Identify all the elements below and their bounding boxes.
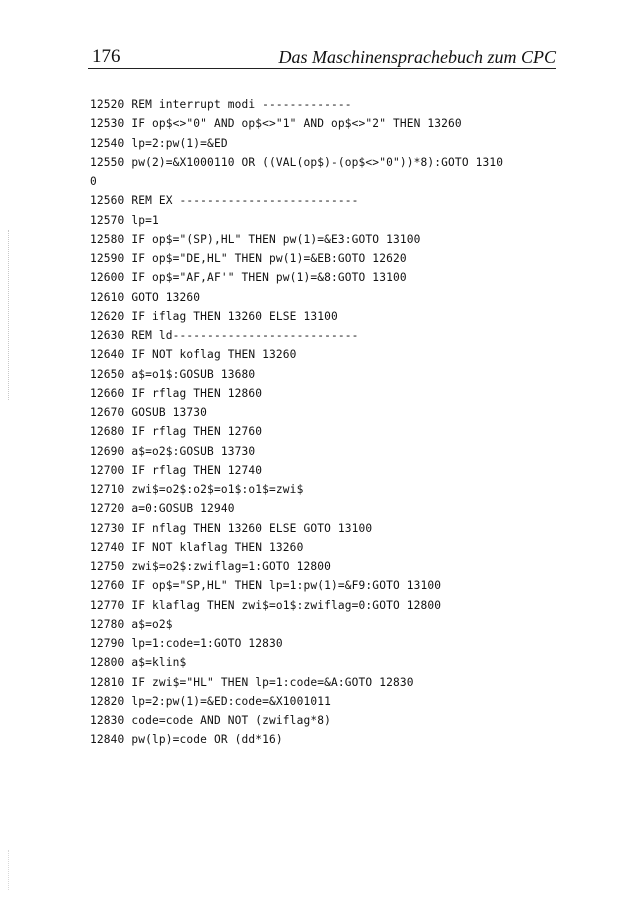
code-line: 12840 pw(lp)=code OR (dd*16) xyxy=(90,733,283,747)
page-header xyxy=(88,46,556,69)
code-line: 12710 zwi$=o2$:o2$=o1$:o1$=zwi$ xyxy=(90,483,304,496)
code-line: 12540 lp=2:pw(1)=&ED xyxy=(90,136,228,150)
code-line: 12820 lp=2:pw(1)=&ED:code=&X1001011 xyxy=(90,694,331,708)
code-line: 12590 IF op$="DE,HL" THEN pw(1)=&EB:GOTO 12620 xyxy=(90,252,407,265)
running-title: Das Maschinensprachebuch zum CPC xyxy=(278,47,556,67)
code-line: 12730 IF nflag THEN 13260 ELSE GOTO 13100 xyxy=(90,521,373,535)
code-line: 12550 pw(2)=&X1000110 OR ((VAL(op$)-(op$<>"0"))*8):GOTO 1310 xyxy=(90,155,504,169)
code-line: 12700 IF rflag THEN 12740 xyxy=(90,463,263,477)
code-line: 12660 IF rflag THEN 12860 xyxy=(90,386,263,400)
code-line: 12520 REM interrupt modi ------------- xyxy=(90,98,352,111)
margin-dots xyxy=(8,230,15,400)
code-line: 12570 lp=1 xyxy=(90,213,159,227)
code-line: 12830 code=code AND NOT (zwiflag*8) xyxy=(90,714,331,727)
code-line: 12780 a$=o2$ xyxy=(90,617,173,631)
basic-code-listing xyxy=(90,95,560,750)
code-line: 0 xyxy=(90,175,97,188)
code-line: 12690 a$=o2$:GOSUB 13730 xyxy=(90,444,256,458)
margin-dots xyxy=(8,850,15,890)
page-number: 176 xyxy=(92,46,121,67)
code-line: 12630 REM ld--------------------------- xyxy=(90,329,359,342)
code-line: 12620 IF iflag THEN 13260 ELSE 13100 xyxy=(90,309,338,323)
code-line: 12560 REM EX -------------------------- xyxy=(90,194,359,208)
code-line: 12750 zwi$=o2$:zwiflag=1:GOTO 12800 xyxy=(90,560,331,573)
code-line: 12740 IF NOT klaflag THEN 13260 xyxy=(90,540,304,554)
code-line: 12650 a$=o1$:GOSUB 13680 xyxy=(90,367,256,381)
code-line: 12600 IF op$="AF,AF'" THEN pw(1)=&8:GOTO 13100 xyxy=(90,271,407,285)
code-line: 12610 GOTO 13260 xyxy=(90,290,201,304)
code-line: 12770 IF klaflag THEN zwi$=o1$:zwiflag=0:GOTO 12800 xyxy=(90,598,442,612)
code-line: 12680 IF rflag THEN 12760 xyxy=(90,425,263,439)
code-line: 12790 lp=1:code=1:GOTO 12830 xyxy=(90,637,283,650)
code-line: 12720 a=0:GOSUB 12940 xyxy=(90,502,235,516)
code-line: 12580 IF op$="(SP),HL" THEN pw(1)=&E3:GOTO 13100 xyxy=(90,232,421,246)
code-line: 12760 IF op$="SP,HL" THEN lp=1:pw(1)=&F9:GOTO 13100 xyxy=(90,579,442,593)
code-line: 12670 GOSUB 13730 xyxy=(90,406,208,419)
code-line: 12800 a$=klin$ xyxy=(90,656,187,670)
code-line: 12530 IF op$<>"0" AND op$<>"1" AND op$<>"2" THEN 13260 xyxy=(90,117,462,131)
code-line: 12640 IF NOT koflag THEN 13260 xyxy=(90,348,297,362)
code-line: 12810 IF zwi$="HL" THEN lp=1:code=&A:GOTO 12830 xyxy=(90,675,414,689)
